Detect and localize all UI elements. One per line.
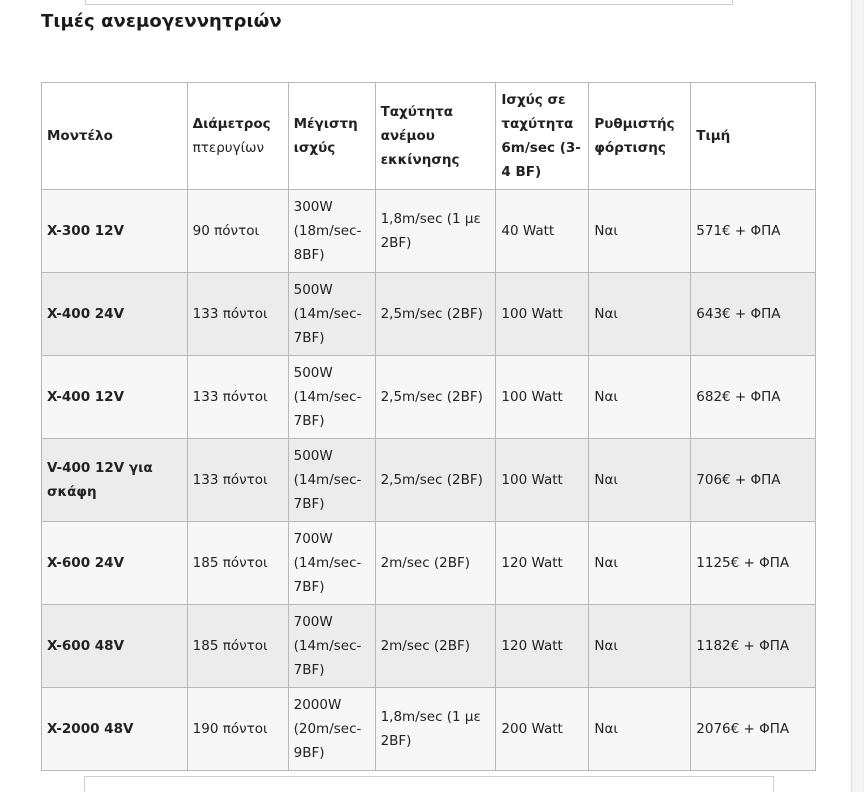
- cell-max-power: 500W (14m/sec-7BF): [288, 439, 375, 522]
- column-header-charge-controller: [589, 83, 691, 190]
- header-sublabel: πτερυγίων: [192, 140, 265, 156]
- cell-model: X-400 24V: [42, 273, 188, 356]
- table-row: [42, 356, 816, 439]
- cell-diameter: 133 πόντοι: [187, 356, 288, 439]
- cell-power-6ms: 120 Watt: [496, 522, 589, 605]
- cell-start-wind: 1,8m/sec (1 με 2BF): [375, 688, 496, 771]
- cell-max-power: 500W (14m/sec-7BF): [288, 273, 375, 356]
- cell-start-wind: 2,5m/sec (2BF): [375, 356, 496, 439]
- bottom-content-box: [84, 776, 774, 792]
- column-header-price: [691, 83, 816, 190]
- cell-start-wind: 2m/sec (2BF): [375, 605, 496, 688]
- header-label: Τιμή: [696, 128, 731, 144]
- cell-charge-controller: Ναι: [589, 605, 691, 688]
- header-label: Μέγιστη ισχύς: [293, 116, 358, 156]
- table-row: [42, 273, 816, 356]
- cell-charge-controller: Ναι: [589, 356, 691, 439]
- cell-power-6ms: 100 Watt: [496, 356, 589, 439]
- header-label: Ρυθμιστής φόρτισης: [594, 116, 675, 156]
- cell-price: 706€ + ΦΠΑ: [691, 439, 816, 522]
- cell-diameter: 190 πόντοι: [187, 688, 288, 771]
- cell-model: X-600 48V: [42, 605, 188, 688]
- cell-charge-controller: Ναι: [589, 190, 691, 273]
- cell-start-wind: 2m/sec (2BF): [375, 522, 496, 605]
- table-row: [42, 688, 816, 771]
- header-label: Μοντέλο: [47, 128, 113, 144]
- column-header-max-power: [288, 83, 375, 190]
- table-row: [42, 605, 816, 688]
- cell-charge-controller: Ναι: [589, 273, 691, 356]
- prices-table: [41, 82, 816, 771]
- cell-diameter: 185 πόντοι: [187, 605, 288, 688]
- cell-model: X-600 24V: [42, 522, 188, 605]
- table-row: [42, 190, 816, 273]
- cell-power-6ms: 100 Watt: [496, 273, 589, 356]
- cell-max-power: 2000W (20m/sec-9BF): [288, 688, 375, 771]
- table-header-row: [42, 83, 816, 190]
- scrollbar-thumb[interactable]: [853, 0, 863, 792]
- cell-diameter: 133 πόντοι: [187, 439, 288, 522]
- cell-price: 571€ + ΦΠΑ: [691, 190, 816, 273]
- cell-start-wind: 2,5m/sec (2BF): [375, 273, 496, 356]
- column-header-model: [42, 83, 188, 190]
- table-row: [42, 522, 816, 605]
- cell-charge-controller: Ναι: [589, 688, 691, 771]
- cell-power-6ms: 120 Watt: [496, 605, 589, 688]
- cell-start-wind: 1,8m/sec (1 με 2BF): [375, 190, 496, 273]
- cell-max-power: 300W (18m/sec-8BF): [288, 190, 375, 273]
- cell-start-wind: 2,5m/sec (2BF): [375, 439, 496, 522]
- cell-price: 1182€ + ΦΠΑ: [691, 605, 816, 688]
- table-row: [42, 439, 816, 522]
- cell-model: X-300 12V: [42, 190, 188, 273]
- cell-charge-controller: Ναι: [589, 439, 691, 522]
- column-header-start-wind: [375, 83, 496, 190]
- cell-price: 682€ + ΦΠΑ: [691, 356, 816, 439]
- cell-charge-controller: Ναι: [589, 522, 691, 605]
- cell-max-power: 700W (14m/sec-7BF): [288, 605, 375, 688]
- header-label: Ταχύτητα ανέμου εκκίνησης: [380, 104, 460, 168]
- column-header-power-6ms: [496, 83, 589, 190]
- cell-diameter: 90 πόντοι: [187, 190, 288, 273]
- cell-diameter: 133 πόντοι: [187, 273, 288, 356]
- cell-model: V-400 12V για σκάφη: [42, 439, 188, 522]
- cell-max-power: 700W (14m/sec-7BF): [288, 522, 375, 605]
- cell-diameter: 185 πόντοι: [187, 522, 288, 605]
- header-label: Ισχύς σε ταχύτητα 6m/sec (3-4 BF): [501, 92, 581, 180]
- column-header-diameter: [187, 83, 288, 190]
- cell-price: 2076€ + ΦΠΑ: [691, 688, 816, 771]
- cell-power-6ms: 100 Watt: [496, 439, 589, 522]
- page-title: Τιμές ανεμογεννητριών: [41, 11, 282, 32]
- cell-power-6ms: 200 Watt: [496, 688, 589, 771]
- cell-max-power: 500W (14m/sec-7BF): [288, 356, 375, 439]
- header-label: Διάμετρος: [192, 116, 271, 132]
- cell-power-6ms: 40 Watt: [496, 190, 589, 273]
- top-content-box: [85, 0, 733, 5]
- scrollbar[interactable]: [851, 0, 864, 792]
- cell-price: 643€ + ΦΠΑ: [691, 273, 816, 356]
- cell-model: X-2000 48V: [42, 688, 188, 771]
- cell-model: X-400 12V: [42, 356, 188, 439]
- cell-price: 1125€ + ΦΠΑ: [691, 522, 816, 605]
